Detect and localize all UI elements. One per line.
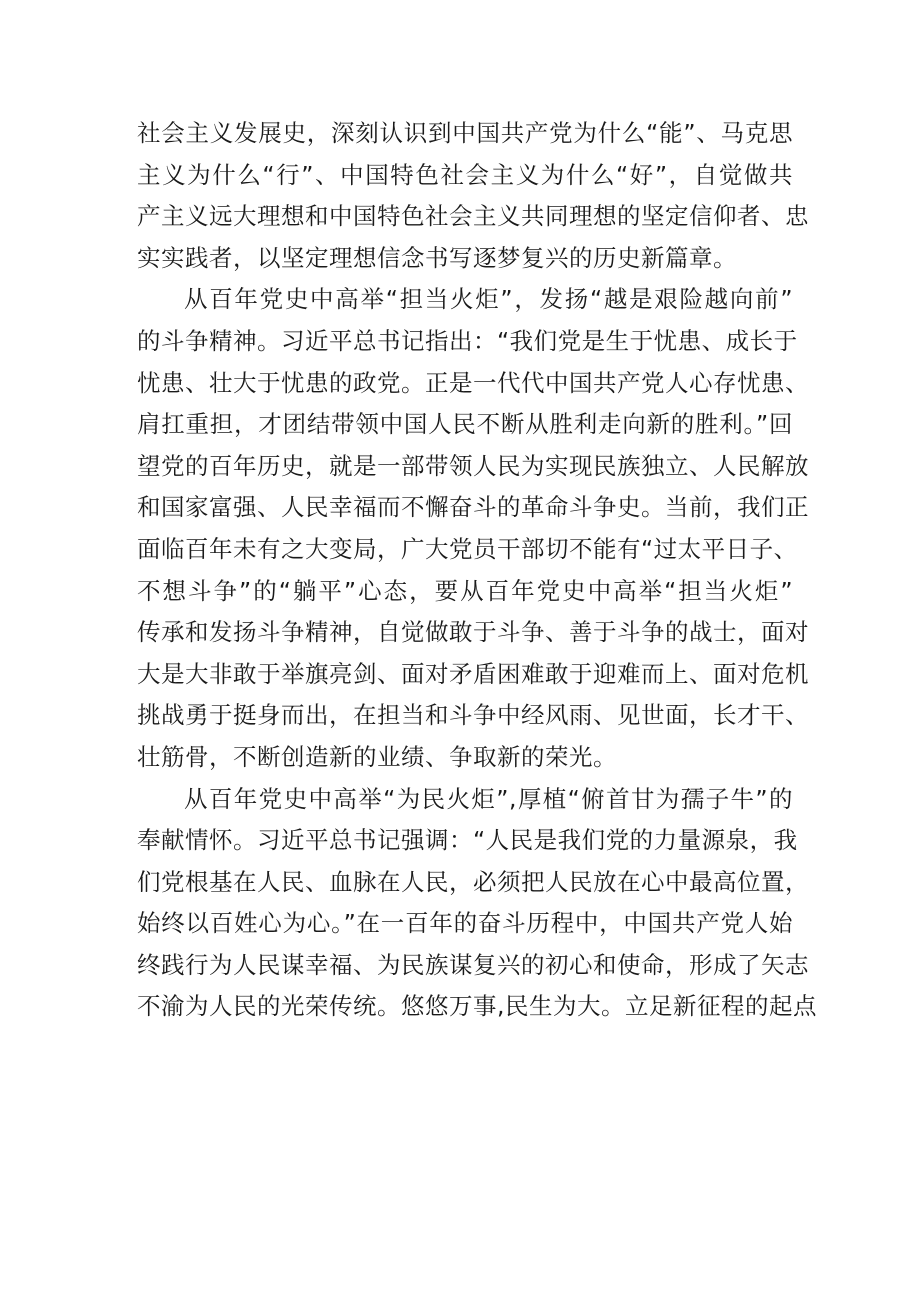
- text-line: 们党根基在人民、血脉在人民，必须把人民放在心中最高位置，: [137, 867, 809, 896]
- text-line: 肩扛重担，才团结带领中国人民不断从胜利走向新的胜利。”回: [137, 410, 793, 439]
- text-line: 主义为什么“行”、中国特色社会主义为什么“好”，自觉做共: [137, 160, 793, 189]
- text-line: 始终以百姓心为心。”在一百年的奋斗历程中，中国共产党人始: [137, 909, 793, 938]
- text-line: 和国家富强、人民幸福而不懈奋斗的革命斗争史。当前，我们正: [137, 493, 809, 522]
- text-line: 实实践者，以坚定理想信念书写逐梦复兴的历史新篇章。: [137, 243, 737, 272]
- text-line: 壮筋骨，不断创造新的业绩、争取新的荣光。: [137, 742, 617, 771]
- text-line: 传承和发扬斗争精神，自觉做敢于斗争、善于斗争的战士，面对: [137, 618, 809, 647]
- text-line: 的斗争精神。习近平总书记指出：“我们党是生于忧患、成长于: [137, 326, 798, 355]
- text-line: 产主义远大理想和中国特色社会主义共同理想的坚定信仰者、忠: [137, 202, 809, 231]
- text-line: 社会主义发展史，深刻认识到中国共产党为什么“能”、马克思: [137, 119, 793, 147]
- text-line: 面临百年未有之大变局，广大党员干部切不能有“过太平日子、: [137, 534, 798, 563]
- text-line: 从百年党史中高举“担当火炬”，发扬“越是艰险越向前”: [184, 285, 793, 314]
- text-line: 忧患、壮大于忧患的政党。正是一代代中国共产党人心存忧患、: [137, 368, 809, 397]
- text-line: 大是大非敢于举旗亮剑、面对矛盾困难敢于迎难而上、面对危机: [137, 659, 809, 688]
- text-line: 挑战勇于挺身而出，在担当和斗争中经风雨、见世面，长才干、: [137, 701, 809, 730]
- text-line: 终践行为人民谋幸福、为民族谋复兴的初心和使命，形成了矢志: [137, 950, 809, 979]
- document-body: [137, 113, 817, 1028]
- text-line: 奉献情怀。习近平总书记强调：“人民是我们党的力量源泉，我: [137, 826, 798, 855]
- text-line: 从百年党史中高举“为民火炬”,厚植“俯首甘为孺子牛”的: [184, 784, 793, 813]
- text-line: 望党的百年历史，就是一部带领人民为实现民族独立、人民解放: [137, 451, 809, 480]
- text-line: 不想斗争”的“躺平”心态，要从百年党史中高举“担当火炬”: [137, 576, 793, 605]
- text-line: 不渝为人民的光荣传统。悠悠万事,民生为大。立足新征程的起点: [137, 992, 817, 1021]
